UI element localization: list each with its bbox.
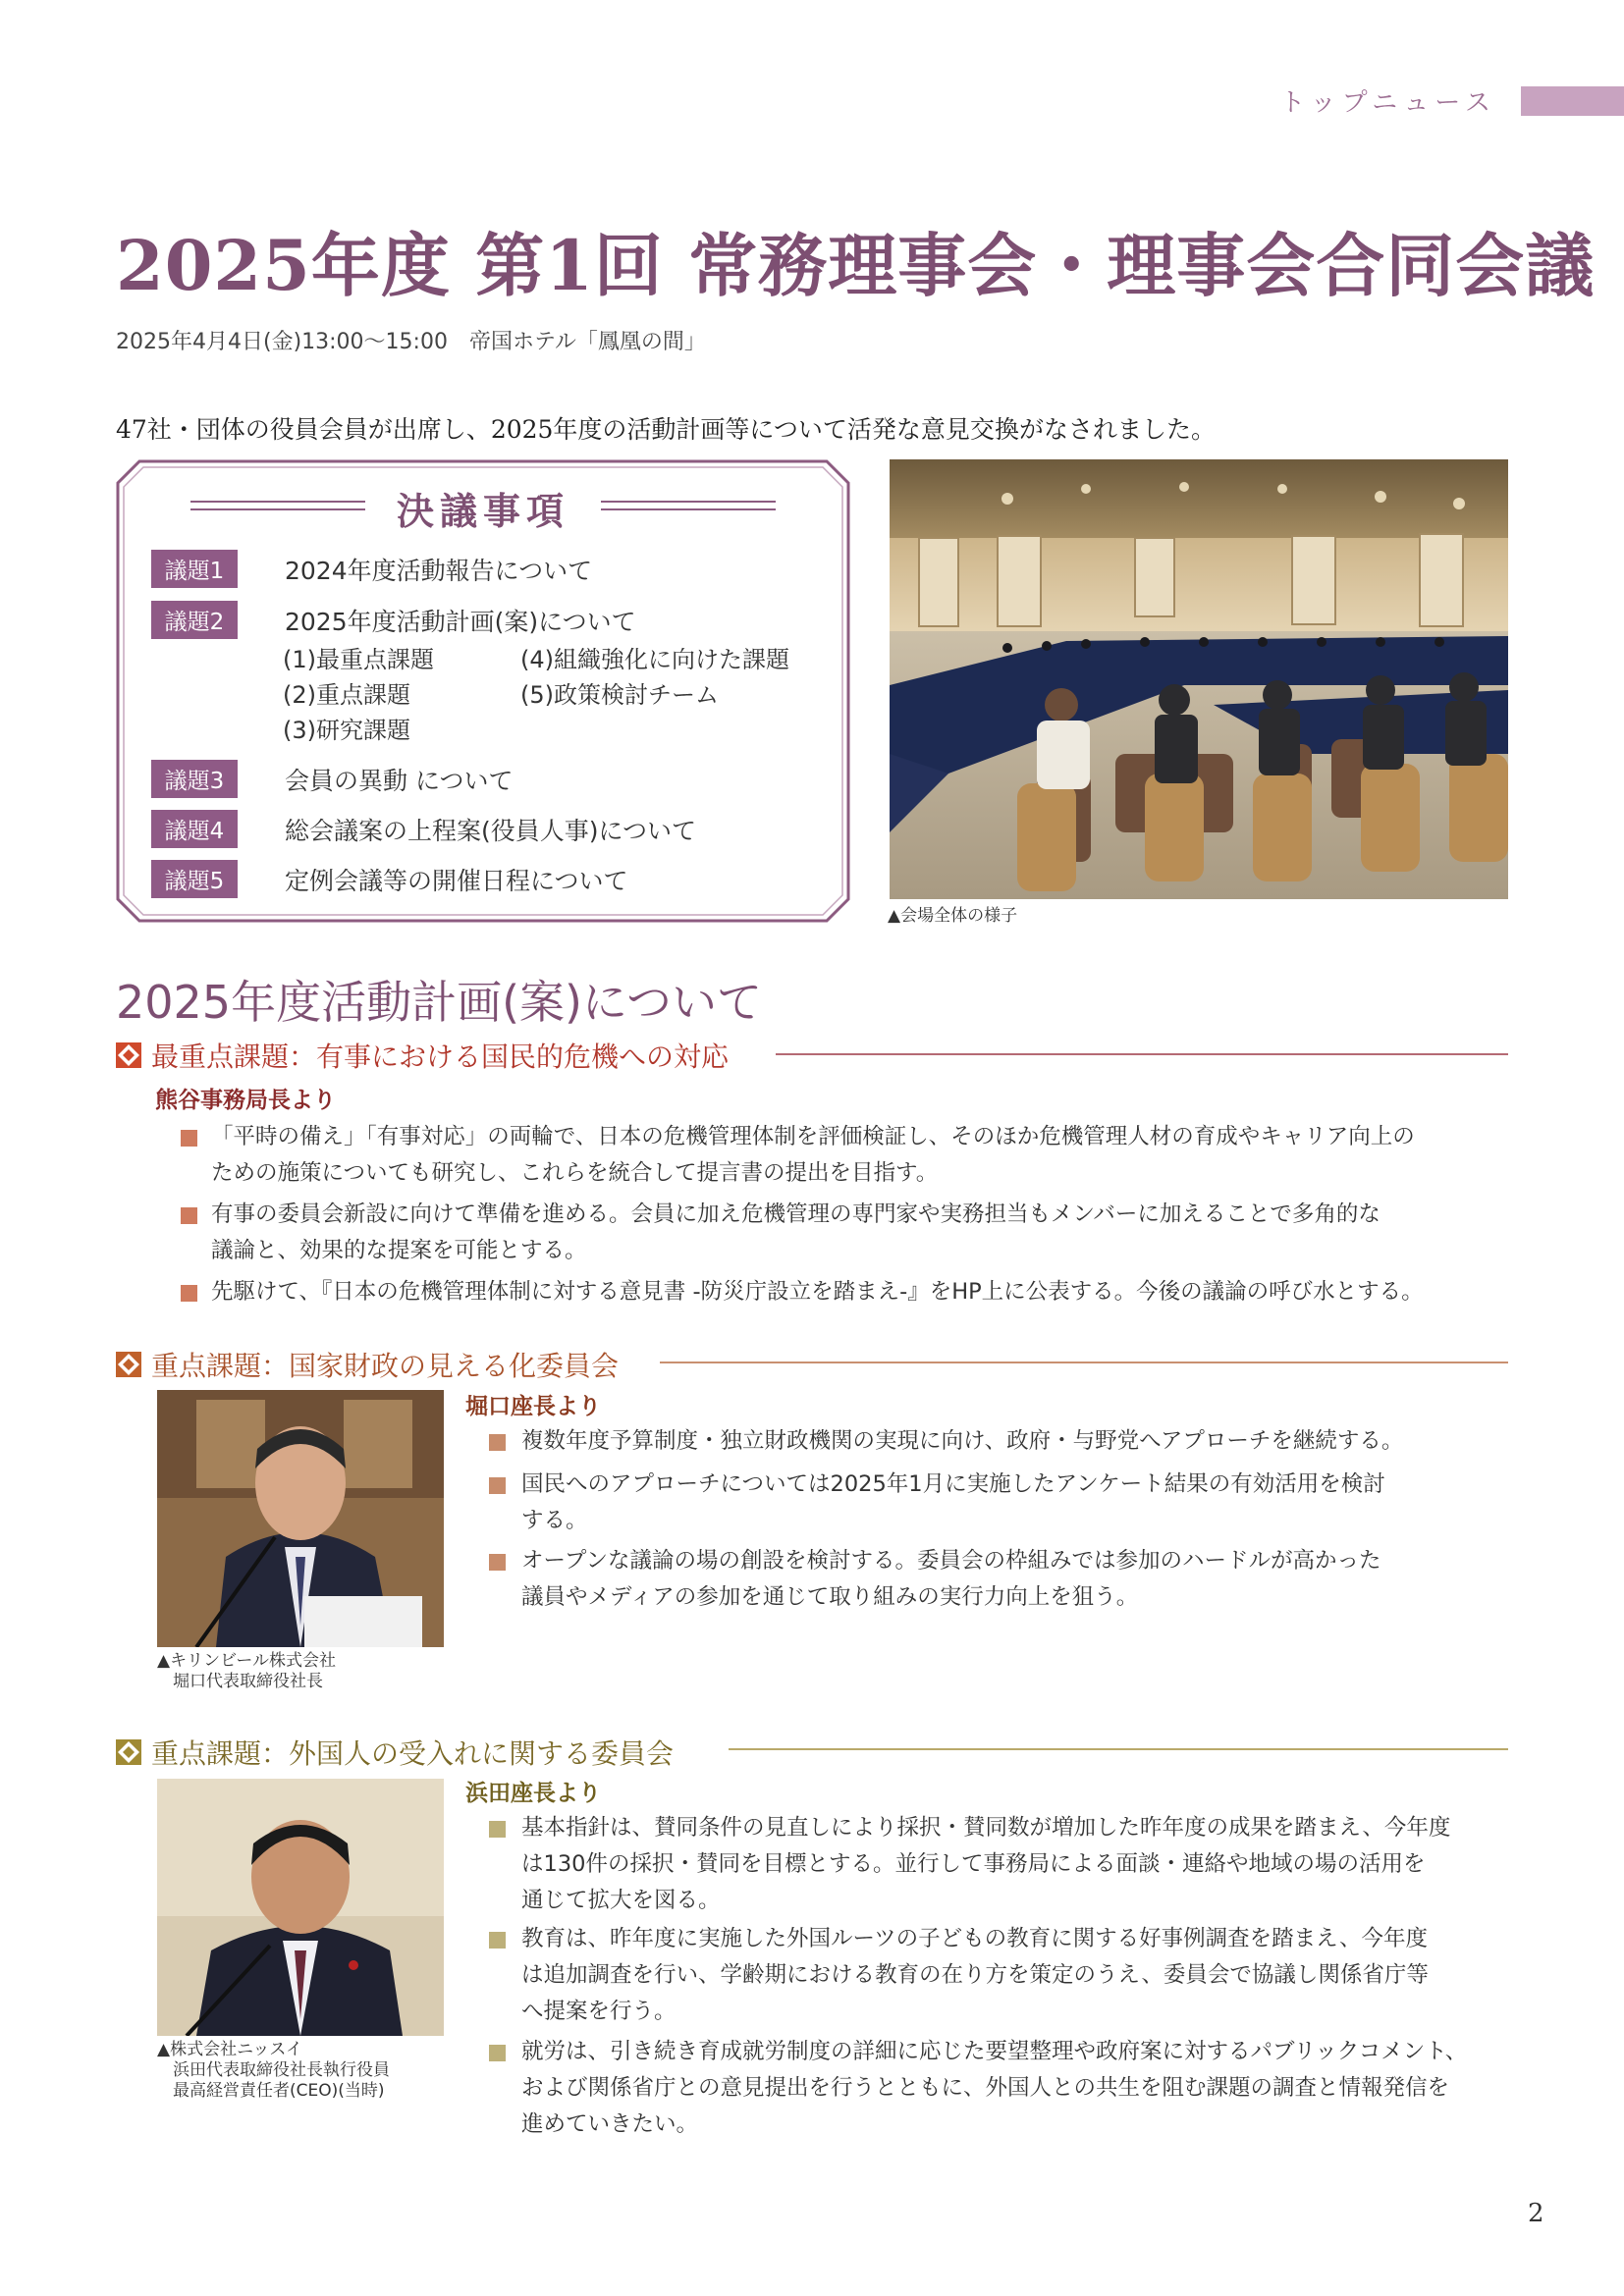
bullet-line: 「平時の備え」「有事対応」の両輪で、日本の危機管理体制を評価検証し、そのほか危機管理人材の育成やキャリア向上の xyxy=(211,1124,1415,1149)
topic-title: 最重点課題：有事における国民的危機への対応 xyxy=(151,1041,730,1073)
bullet-line: は130件の採択・賛同を目標とする。並行して事務局による面談・連絡や地域の場の活用を xyxy=(521,1851,1426,1877)
topic-heading xyxy=(116,1733,674,1772)
bullet-line: 議論と、効果的な提案を可能とする。 xyxy=(211,1238,587,1263)
topic-rule xyxy=(729,1748,1508,1750)
bullet-line: は追加調査を行い、学齢期における教育の在り方を策定のうえ、委員会で協議し関係省庁等 xyxy=(521,1962,1429,1988)
bullet-square xyxy=(489,1477,506,1494)
agenda-text: 総会議案の上程案(役員人事)について xyxy=(285,817,697,845)
bullet-line: 議員やメディアの参加を通じて取り組みの実行力向上を狙う。 xyxy=(521,1584,1139,1610)
agenda-text: 2025年度活動計画(案)について xyxy=(285,608,636,636)
plan-heading: 2025年度活動計画(案)について xyxy=(116,976,763,1029)
bullet-line: 進めていきたい。 xyxy=(521,2111,699,2137)
bullet-line: オープンな議論の場の創設を検討する。委員会の枠組みでは参加のハードルが高かった xyxy=(521,1548,1381,1574)
bullet-line: 先駆けて、『日本の危機管理体制に対する意見書 -防災庁設立を踏まえ-』をHP上に公表する。今後の議論の呼び水とする。 xyxy=(211,1279,1424,1305)
bullet-item xyxy=(181,1197,1516,1275)
bullet-square xyxy=(489,1554,506,1571)
bullet-line: 有事の委員会新設に向けて準備を進める。会員に加え危機管理の専門家や実務担当もメンバーに加えることで多角的な xyxy=(211,1201,1380,1227)
bullet-square xyxy=(181,1207,197,1224)
topic-title: 重点課題：外国人の受入れに関する委員会 xyxy=(151,1737,675,1770)
agenda-text: 2024年度活動報告について xyxy=(285,557,593,585)
chairman-photo-hamada xyxy=(157,1779,444,2036)
bullet-line: 複数年度予算制度・独立財政機関の実現に向け、政府・与野党へアプローチを継続する。 xyxy=(521,1428,1404,1454)
photo-caption xyxy=(157,1651,336,1692)
photo-caption-line: 浜田代表取締役社長執行役員 xyxy=(173,2060,390,2080)
speaker-label: 熊谷事務局長より xyxy=(155,1088,336,1113)
bullet-square xyxy=(489,1821,506,1838)
speaker-label: 浜田座長より xyxy=(465,1781,601,1806)
resolutions-title: 決議事項 xyxy=(396,489,569,533)
topic-heading xyxy=(116,1036,729,1075)
agenda-text: 会員の異動 について xyxy=(285,767,514,795)
agenda-subitem: (5)政策検討チーム xyxy=(520,681,719,709)
hall-photo-caption: ▲会場全体の様子 xyxy=(888,906,1018,926)
lead-text: 47社・団体の役員会員が出席し、2025年度の活動計画等について活発な意見交換がなされました。 xyxy=(116,415,1216,444)
bullet-item xyxy=(489,1543,1520,1622)
bullet-square xyxy=(489,2045,506,2061)
section-label: トップニュース xyxy=(1279,88,1496,118)
diamond-icon xyxy=(116,1739,141,1765)
topic-title: 重点課題：国家財政の見える化委員会 xyxy=(151,1350,620,1382)
bullet-square xyxy=(181,1285,197,1302)
bullet-line: 就労は、引き続き育成就労制度の詳細に応じた要望整理や政府案に対するパブリックコメント、 xyxy=(521,2039,1468,2064)
diamond-icon xyxy=(116,1352,141,1377)
bullet-item xyxy=(489,2034,1520,2146)
resolution-item xyxy=(151,550,593,588)
agenda-badge: 議題4 xyxy=(151,810,238,848)
bullet-line: および関係省庁との意見提出を行うとともに、外国人との共生を阻む課題の調査と情報発信を xyxy=(521,2075,1450,2101)
bullet-item xyxy=(489,1423,1520,1463)
meeting-date-venue: 2025年4月4日(金)13:00〜15:00 帝国ホテル「鳳凰の間」 xyxy=(116,330,706,354)
resolution-item xyxy=(151,860,628,898)
bullet-line: 教育は、昨年度に実施した外国ルーツの子どもの教育に関する好事例調査を踏まえ、今年度 xyxy=(521,1926,1428,1951)
hall-photo xyxy=(890,459,1508,899)
photo-caption xyxy=(157,2040,390,2102)
agenda-badge: 議題2 xyxy=(151,601,238,639)
bullet-line: する。 xyxy=(521,1508,588,1533)
bullet-line: 国民へのアプローチについては2025年1月に実施したアンケート結果の有効活用を検討 xyxy=(521,1471,1385,1497)
topic-heading xyxy=(116,1345,619,1384)
bullet-item xyxy=(181,1274,1516,1313)
chairman-photo-horiguchi xyxy=(157,1390,444,1647)
agenda-subitem: (1)最重点課題 xyxy=(283,646,434,673)
bullet-square xyxy=(181,1130,197,1147)
bullet-item xyxy=(489,1810,1520,1922)
resolution-item xyxy=(151,760,514,798)
bullet-item xyxy=(489,1467,1520,1545)
photo-caption-line: 堀口代表取締役社長 xyxy=(173,1672,323,1691)
agenda-subitem: (2)重点課題 xyxy=(283,681,410,709)
bullet-square xyxy=(489,1932,506,1949)
bullet-line: へ提案を行う。 xyxy=(521,1999,677,2024)
agenda-badge: 議題5 xyxy=(151,860,238,898)
photo-caption-line: ▲株式会社ニッスイ xyxy=(157,2040,303,2059)
agenda-subitem: (4)組織強化に向けた課題 xyxy=(520,646,789,673)
bullet-item xyxy=(489,1921,1520,2033)
photo-caption-line: 最高経営責任者(CEO)(当時) xyxy=(173,2081,385,2101)
bullet-square xyxy=(489,1434,506,1451)
resolution-item xyxy=(151,810,697,848)
topic-rule xyxy=(660,1362,1508,1363)
bullet-line: 基本指針は、賛同条件の見直しにより採択・賛同数が増加した昨年度の成果を踏まえ、今年度 xyxy=(521,1815,1451,1841)
resolutions-box xyxy=(116,459,850,923)
bullet-item xyxy=(181,1119,1516,1198)
diamond-icon xyxy=(116,1042,141,1068)
bullet-line: ための施策についても研究し、これらを統合して提言書の提出を目指す。 xyxy=(211,1160,939,1186)
page-title: 2025年度 第1回 常務理事会・理事会合同会議 xyxy=(116,225,1596,306)
section-tab-bar xyxy=(1521,86,1624,116)
photo-caption-line: ▲キリンビール株式会社 xyxy=(157,1651,337,1671)
agenda-text: 定例会議等の開催日程について xyxy=(285,867,628,895)
speaker-label: 堀口座長より xyxy=(465,1394,601,1419)
page-number: 2 xyxy=(1528,2199,1544,2228)
agenda-badge: 議題3 xyxy=(151,760,238,798)
topic-rule xyxy=(776,1053,1508,1055)
agenda-badge: 議題1 xyxy=(151,550,238,588)
resolution-item xyxy=(151,601,636,639)
agenda-subitem: (3)研究課題 xyxy=(283,717,410,744)
bullet-line: 通じて拡大を図る。 xyxy=(521,1888,721,1913)
